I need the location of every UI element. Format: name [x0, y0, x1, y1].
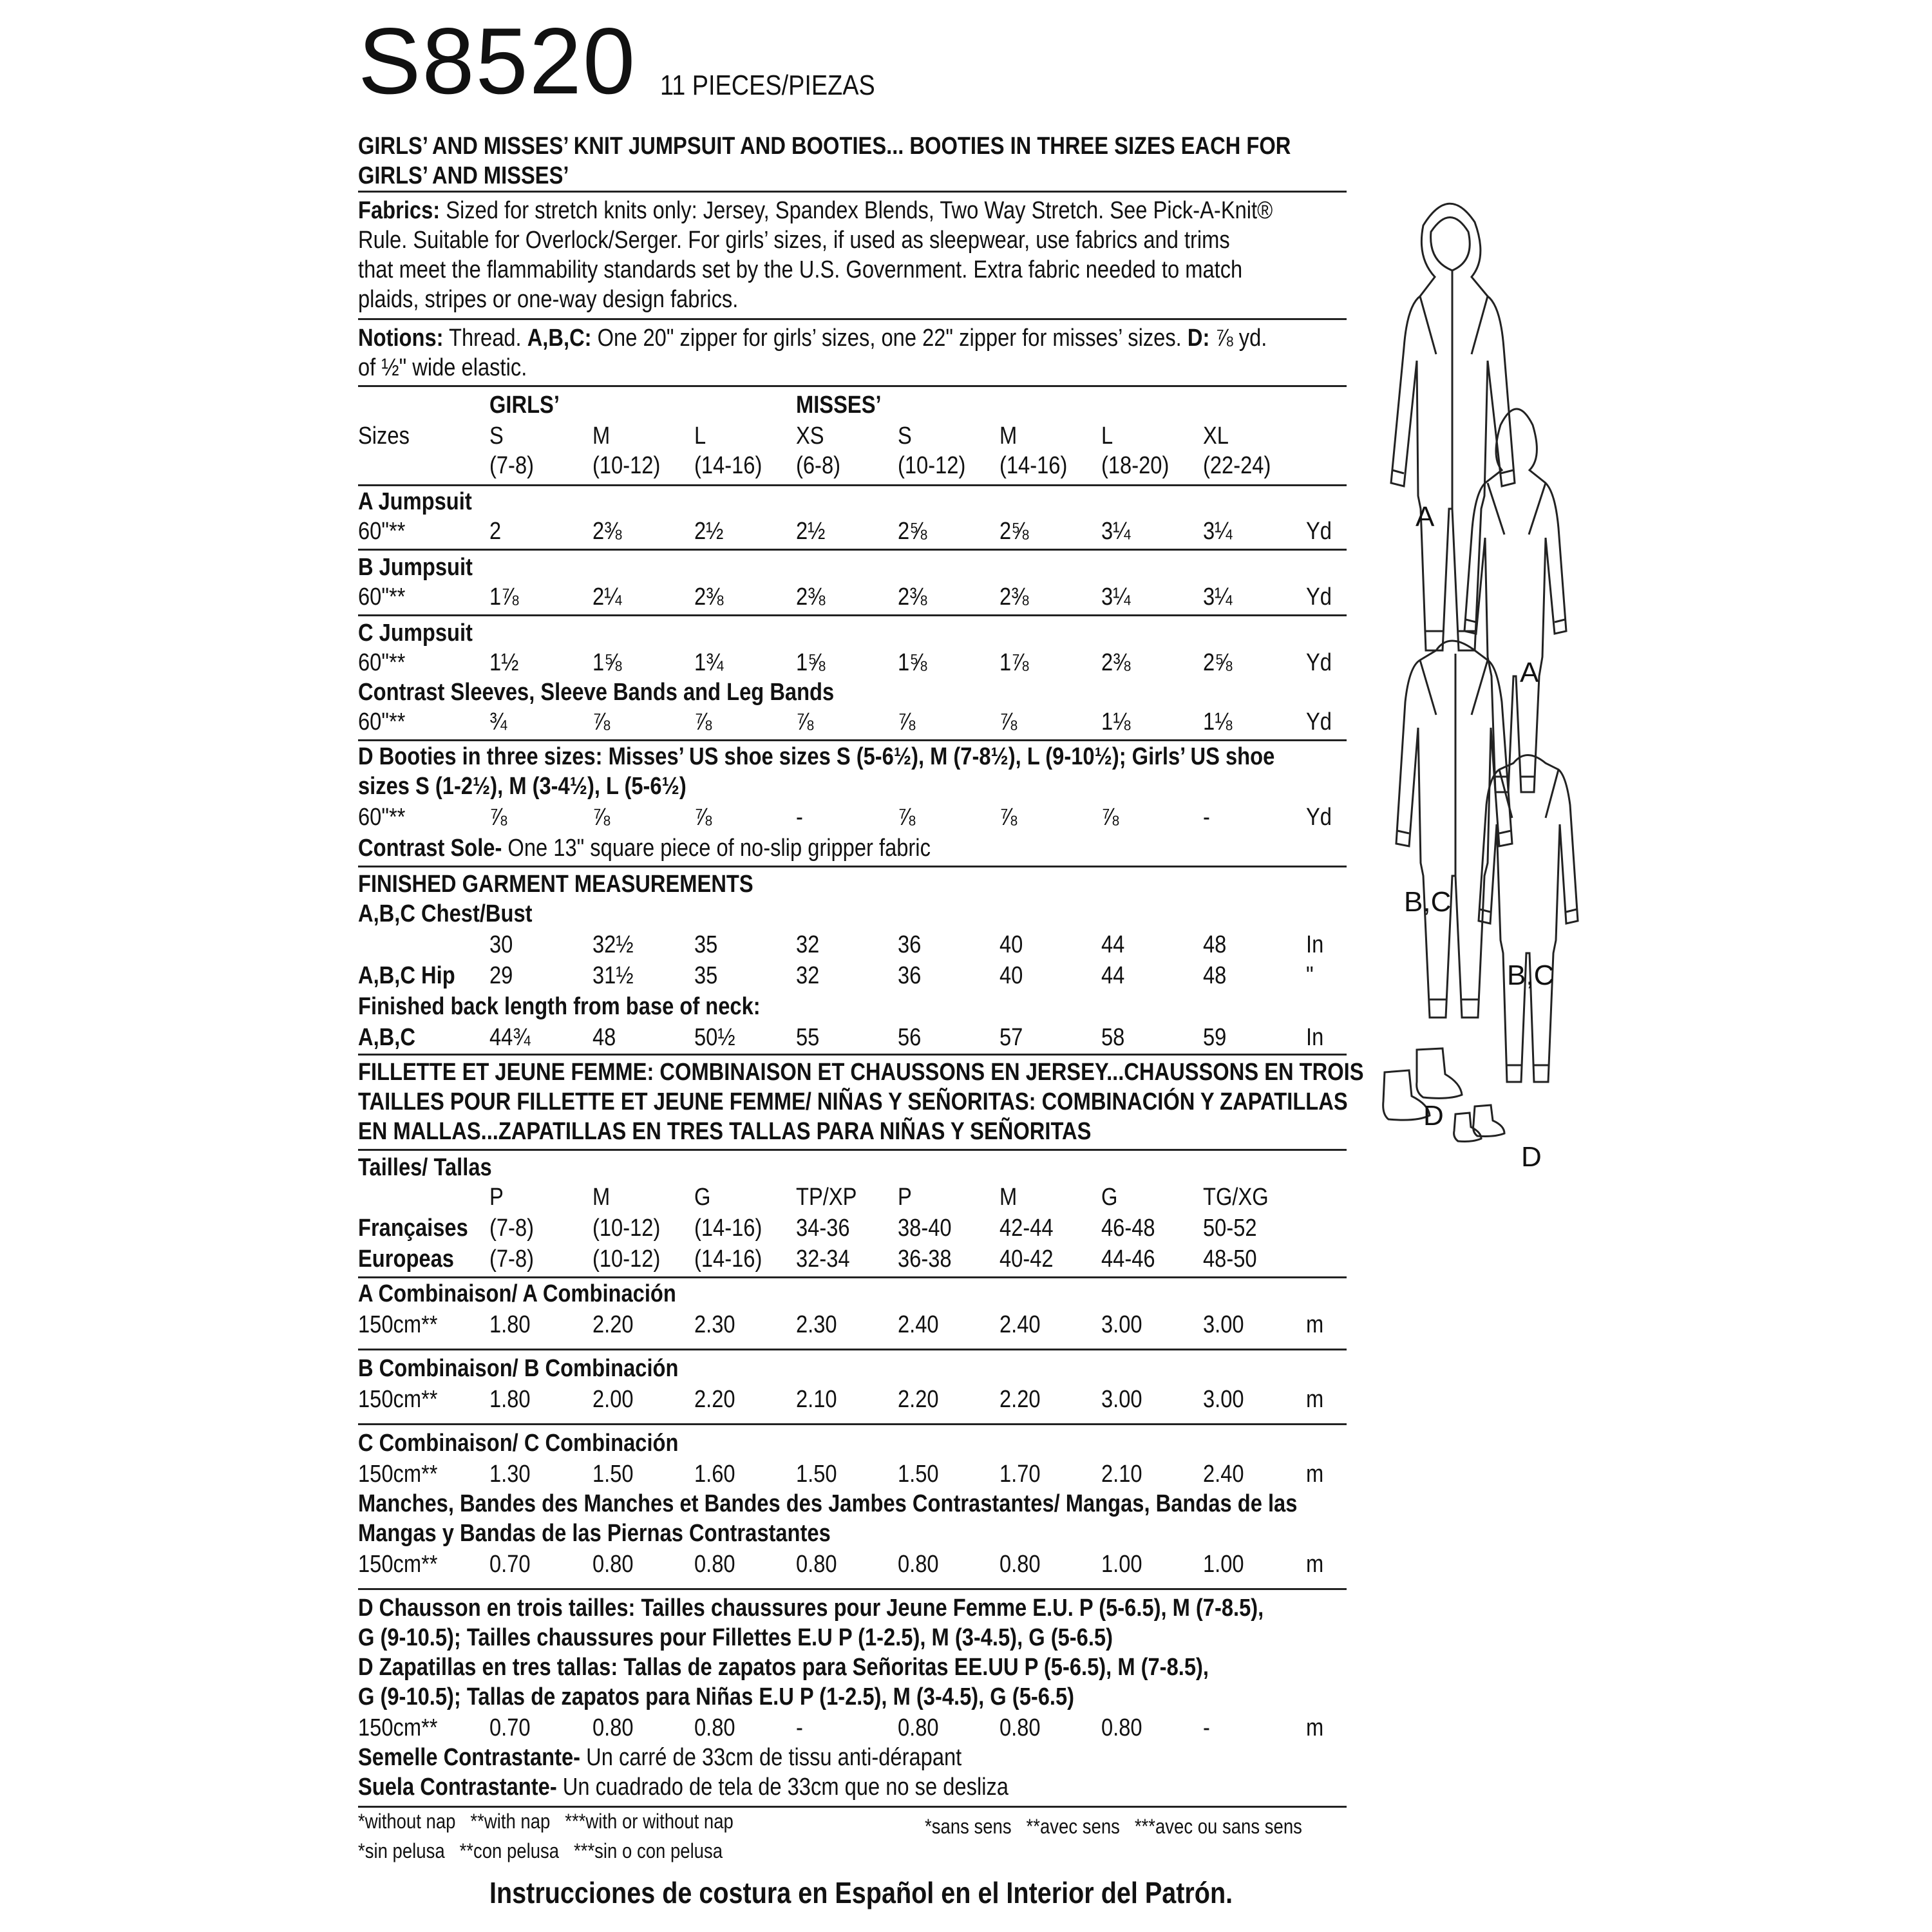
yardage-value: 1⅛: [1101, 708, 1131, 735]
fabrics-line-1: [358, 196, 1273, 225]
yardage-value: 3¼: [1203, 583, 1233, 611]
francaises-row: [358, 1213, 1350, 1243]
chausson-line-4: G (9-10.5); Tallas de zapatos para Niñas E.U P (1-2.5), M (3-4.5), G (5-6.5): [358, 1683, 1075, 1710]
back-length-row: [358, 1023, 1350, 1052]
yardage-value: 2⅝: [1203, 649, 1233, 676]
metric-value: 2.10: [796, 1386, 837, 1413]
footnote-en: [358, 1810, 734, 1833]
size-range: (14-16): [999, 452, 1068, 479]
divider: [358, 1349, 1347, 1350]
measurement-unit: ": [1306, 962, 1314, 989]
yardage-value: ⅞: [999, 804, 1018, 831]
size-groups: [358, 390, 1350, 420]
yardage-value: ⅞: [898, 804, 916, 831]
metric-value: 2.20: [898, 1386, 939, 1413]
metric-b-name: B Combinaison/ B Combinación: [358, 1355, 679, 1382]
fabric-width: 60"**: [358, 518, 406, 545]
yardage-contrast-name: Contrast Sleeves, Sleeve Bands and Leg Bands: [358, 679, 835, 706]
metric-value: 3.00: [1203, 1386, 1244, 1413]
measurement-value: 44¾: [489, 1024, 531, 1051]
metric-value: 2.40: [999, 1311, 1041, 1338]
metric-a-name: A Combinaison/ A Combinación: [358, 1280, 676, 1307]
yardage-contrast-row: [358, 707, 1350, 737]
size-code: M: [592, 1184, 611, 1211]
metric-c-row: [358, 1459, 1350, 1489]
size-range: (10-12): [592, 1245, 661, 1273]
yardage-value: 2⅝: [999, 518, 1029, 545]
size-code: TG/XG: [1203, 1184, 1269, 1211]
divider: [358, 549, 1347, 551]
yardage-a-name: A Jumpsuit: [358, 488, 472, 515]
french-codes-row: [358, 1182, 1350, 1212]
measurement-value: 48: [1203, 962, 1227, 989]
metric-value: 2.30: [694, 1311, 735, 1338]
footnote: ***sin o con pelusa: [574, 1839, 723, 1862]
europeas-row: [358, 1244, 1350, 1274]
metric-value: 1.50: [592, 1461, 634, 1488]
metric-value: 0.70: [489, 1714, 531, 1741]
measurement-value: 36: [898, 931, 922, 958]
metric-value: 1.80: [489, 1386, 531, 1413]
view-label-bc: B,C: [1404, 886, 1452, 918]
footnote: **avec sens: [1026, 1815, 1120, 1838]
size-code: M: [999, 1184, 1018, 1211]
metric-value: 0.80: [694, 1551, 735, 1578]
girls-heading: GIRLS’: [489, 392, 560, 419]
yardage-b-row: [358, 582, 1350, 612]
yardage-b-name: B Jumpsuit: [358, 554, 473, 581]
metric-value: 3.00: [1101, 1311, 1142, 1338]
metric-unit: m: [1306, 1551, 1324, 1578]
metric-value: 0.80: [592, 1551, 634, 1578]
yardage-unit: Yd: [1306, 583, 1332, 611]
yardage-unit: Yd: [1306, 804, 1332, 831]
metric-unit: m: [1306, 1311, 1324, 1338]
measurement-value: 32: [796, 962, 820, 989]
footnote: ***avec ou sans sens: [1134, 1815, 1302, 1838]
semelle-line: [358, 1743, 1211, 1772]
divider: [358, 1149, 1347, 1151]
metric-c-name: C Combinaison/ C Combinación: [358, 1430, 679, 1457]
divider: [358, 1276, 1347, 1278]
metric-value: 1.00: [1101, 1551, 1142, 1578]
metric-value: 2.20: [694, 1386, 735, 1413]
metric-a-row: [358, 1310, 1350, 1340]
footnote: *without nap: [358, 1810, 456, 1833]
footnote-es: [358, 1839, 723, 1863]
fabric-width: 150cm**: [358, 1311, 438, 1338]
size-range: (10-12): [898, 452, 966, 479]
fabric-width: 60"**: [358, 804, 406, 831]
yardage-value: 2½: [694, 518, 724, 545]
booties-line-2: sizes S (1-2½), M (3-4½), L (5-6½): [358, 773, 687, 800]
yardage-unit: Yd: [1306, 708, 1332, 735]
view-label-bc: B,C: [1507, 960, 1555, 991]
yardage-value: ⅞: [898, 708, 916, 735]
size-range: 32-34: [796, 1245, 850, 1273]
yardage-value: 1⅝: [898, 649, 927, 676]
view-label-d: D: [1423, 1100, 1444, 1132]
measurement-value: 32: [796, 931, 820, 958]
sizes-label: Sizes: [358, 422, 410, 450]
size-range: 38-40: [898, 1215, 952, 1242]
yardage-value: 2⅜: [592, 518, 622, 545]
chausson-line-3: D Zapatillas en tres tallas: Tallas de zapatos para Señoritas EE.UU P (5-6.5), M (7-8.5),: [358, 1654, 1209, 1681]
yardage-value: 3¼: [1203, 518, 1233, 545]
fabric-width: 150cm**: [358, 1386, 438, 1413]
size-code: M: [592, 422, 611, 450]
size-range: 50-52: [1203, 1215, 1257, 1242]
pattern-number: S8520: [358, 8, 637, 113]
size-code: XL: [1203, 422, 1229, 450]
metric-value: 2.10: [1101, 1461, 1142, 1488]
booties-row: [358, 802, 1350, 832]
notions-text: Thread.: [443, 325, 527, 352]
metric-value: 2.00: [592, 1386, 634, 1413]
yardage-value: ⅞: [999, 708, 1018, 735]
yardage-value: ⅞: [796, 708, 814, 735]
metric-value: 2.20: [592, 1311, 634, 1338]
metric-value: 1.50: [796, 1461, 837, 1488]
metric-value: 2.30: [796, 1311, 837, 1338]
yardage-value: 2: [489, 518, 502, 545]
size-range: (18-20): [1101, 452, 1170, 479]
contrast-sole-line: [358, 833, 1211, 863]
jumpsuit-bc-front-drawing: [1396, 641, 1512, 1018]
measurement-unit: In: [1306, 1024, 1324, 1051]
footnote: ***with or without nap: [565, 1810, 734, 1833]
yardage-value: ¾: [489, 708, 507, 735]
divider: [358, 1588, 1347, 1590]
yardage-value: 3¼: [1101, 583, 1131, 611]
metric-value: -: [1203, 1714, 1210, 1741]
fabric-width: 150cm**: [358, 1461, 438, 1488]
fabrics-line-2: Rule. Suitable for Overlock/Serger. For girls’ sizes, if used as sleepwear, use fabrics and trims: [358, 227, 1230, 254]
measurement-value: 36: [898, 962, 922, 989]
view-label-d: D: [1521, 1141, 1542, 1173]
size-code: P: [489, 1184, 504, 1211]
metric-value: 3.00: [1203, 1311, 1244, 1338]
measurement-value: 56: [898, 1024, 922, 1051]
contrast-sole-label: Contrast Sole-: [358, 835, 502, 862]
yardage-value: -: [1203, 804, 1210, 831]
contrast-sole-text: One 13" square piece of no-slip gripper fabric: [502, 835, 931, 862]
chest-row: [358, 930, 1350, 960]
french-title-3: EN MALLAS...ZAPATILLAS EN TRES TALLAS PARA NIÑAS Y SEÑORITAS: [358, 1118, 1092, 1145]
metric-unit: m: [1306, 1714, 1324, 1741]
notions-d-label: D:: [1187, 325, 1210, 352]
divider: [358, 484, 1347, 486]
yardage-value: 1⅞: [489, 583, 519, 611]
yardage-value: 2⅜: [796, 583, 826, 611]
misses-heading: MISSES’: [796, 392, 882, 419]
footnote: *sin pelusa: [358, 1839, 445, 1862]
metric-value: 1.80: [489, 1311, 531, 1338]
yardage-value: 2⅜: [694, 583, 724, 611]
footnote: **with nap: [470, 1810, 551, 1833]
fabric-width: 150cm**: [358, 1551, 438, 1578]
metric-unit: m: [1306, 1386, 1324, 1413]
size-range: (7-8): [489, 452, 535, 479]
size-range: 46-48: [1101, 1215, 1155, 1242]
yardage-value: 1¾: [694, 649, 724, 676]
size-code: L: [694, 422, 706, 450]
metric-value: 0.80: [898, 1714, 939, 1741]
notions-text: One 20" zipper for girls’ sizes, one 22" zipper for misses’ sizes.: [591, 325, 1188, 352]
metric-value: 2.20: [999, 1386, 1041, 1413]
divider: [358, 614, 1347, 616]
fabrics-line-4: plaids, stripes or one-way design fabrics.: [358, 286, 739, 313]
size-code: S: [489, 422, 504, 450]
measurement-value: 30: [489, 931, 513, 958]
yardage-value: ⅞: [694, 804, 712, 831]
europeas-label: Europeas: [358, 1245, 454, 1273]
notions-label: Notions:: [358, 325, 444, 352]
yardage-value: 2⅜: [1101, 649, 1131, 676]
back-length-sub: A,B,C: [358, 1024, 415, 1051]
manches-line-1: Manches, Bandes des Manches et Bandes des Jambes Contrastantes/ Mangas, Bandas de las: [358, 1490, 1298, 1517]
size-code: XS: [796, 422, 824, 450]
divider: [358, 191, 1347, 193]
fabric-width: 60"**: [358, 649, 406, 676]
jumpsuit-bc-back-drawing: [1479, 755, 1578, 1083]
garment-illustrations: [1359, 187, 1616, 1166]
yardage-value: 2¼: [592, 583, 622, 611]
yardage-value: 1⅞: [999, 649, 1029, 676]
yardage-value: -: [796, 804, 803, 831]
hip-row: [358, 961, 1350, 990]
fabric-width: 60"**: [358, 708, 406, 735]
size-code: S: [898, 422, 912, 450]
size-range: (10-12): [592, 1215, 661, 1242]
yardage-value: 1⅝: [592, 649, 622, 676]
measurement-value: 31½: [592, 962, 634, 989]
size-range: (6-8): [796, 452, 841, 479]
french-title-1: FILLETTE ET JEUNE FEMME: COMBINAISON ET CHAUSSONS EN JERSEY...CHAUSSONS EN TROIS: [358, 1059, 1364, 1086]
notions-line-2: of ½" wide elastic.: [358, 354, 527, 381]
francaises-label: Françaises: [358, 1215, 468, 1242]
size-range: (7-8): [489, 1215, 535, 1242]
fabrics-text-1: Sized for stretch knits only: Jersey, Spandex Blends, Two Way Stretch. See Pick-A-Knit®: [440, 197, 1273, 224]
size-code: G: [694, 1184, 711, 1211]
measurement-value: 40: [999, 962, 1023, 989]
metric-value: -: [796, 1714, 803, 1741]
metric-value: 1.50: [898, 1461, 939, 1488]
metric-value: 1.00: [1203, 1551, 1244, 1578]
yardage-value: 1½: [489, 649, 519, 676]
hip-label: A,B,C Hip: [358, 962, 455, 989]
back-length-label: Finished back length from base of neck:: [358, 993, 761, 1020]
yardage-value: ⅞: [592, 708, 611, 735]
size-ranges-row: [358, 451, 1350, 480]
notions-line-1: [358, 323, 1267, 353]
fabrics-line-3: that meet the flammability standards set by the U.S. Government. Extra fabric needed to match: [358, 256, 1243, 283]
footnote: **con pelusa: [459, 1839, 560, 1862]
suela-line: [358, 1772, 1211, 1802]
size-range: (14-16): [694, 1245, 762, 1273]
yardage-value: ⅞: [694, 708, 712, 735]
divider: [358, 385, 1347, 387]
yardage-value: 2⅜: [999, 583, 1029, 611]
notions-abc-label: A,B,C:: [527, 325, 592, 352]
french-title-2: TAILLES POUR FILLETTE ET JEUNE FEMME/ NIÑAS Y SEÑORITAS: COMBINACIÓN Y ZAPATILLAS: [358, 1088, 1348, 1115]
title-line-1: GIRLS’ AND MISSES’ KNIT JUMPSUIT AND BOOTIES... BOOTIES IN THREE SIZES EACH FOR: [358, 133, 1291, 160]
metric-value: 2.40: [1203, 1461, 1244, 1488]
yardage-value: 2⅝: [898, 518, 927, 545]
size-code: P: [898, 1184, 912, 1211]
metric-value: 0.80: [999, 1551, 1041, 1578]
divider: [358, 739, 1347, 741]
metric-b-row: [358, 1385, 1350, 1414]
divider: [358, 1054, 1347, 1056]
size-range: 34-36: [796, 1215, 850, 1242]
measurement-value: 48: [592, 1024, 616, 1051]
size-range: 40-42: [999, 1245, 1054, 1273]
size-range: 44-46: [1101, 1245, 1155, 1273]
yardage-value: 2⅜: [898, 583, 927, 611]
size-code: L: [1101, 422, 1113, 450]
piece-count: 11 PIECES/PIEZAS: [660, 70, 875, 101]
view-label-a: A: [1520, 657, 1539, 688]
tailles-label: Tailles/ Tallas: [358, 1154, 492, 1181]
metric-value: 0.80: [694, 1714, 735, 1741]
fabric-width: 150cm**: [358, 1714, 438, 1741]
manches-line-2: Mangas y Bandas de las Piernas Contrastantes: [358, 1520, 831, 1547]
chest-label: A,B,C Chest/Bust: [358, 900, 533, 927]
yardage-value: 1⅛: [1203, 708, 1233, 735]
suela-label: Suela Contrastante-: [358, 1774, 557, 1801]
metric-value: 1.70: [999, 1461, 1041, 1488]
yardage-c-name: C Jumpsuit: [358, 620, 473, 647]
yardage-a-row: [358, 516, 1350, 546]
measurement-value: 32½: [592, 931, 634, 958]
view-label-a: A: [1416, 501, 1435, 533]
footnote: *sans sens: [925, 1815, 1012, 1838]
manches-row: [358, 1549, 1350, 1579]
size-range: (22-24): [1203, 452, 1271, 479]
fabrics-label: Fabrics:: [358, 197, 440, 224]
measurement-value: 58: [1101, 1024, 1125, 1051]
size-range: (10-12): [592, 452, 661, 479]
chausson-row: [358, 1713, 1350, 1743]
size-code: G: [1101, 1184, 1118, 1211]
size-range: (14-16): [694, 1215, 762, 1242]
metric-value: 0.80: [796, 1551, 837, 1578]
yardage-value: ⅞: [1101, 804, 1119, 831]
measurement-value: 48: [1203, 931, 1227, 958]
yardage-value: ⅞: [592, 804, 611, 831]
yardage-value: ⅞: [489, 804, 507, 831]
measurement-value: 57: [999, 1024, 1023, 1051]
size-range: 36-38: [898, 1245, 952, 1273]
divider: [358, 866, 1347, 867]
metric-value: 2.40: [898, 1311, 939, 1338]
metric-unit: m: [1306, 1461, 1324, 1488]
yardage-value: 3¼: [1101, 518, 1131, 545]
measurement-value: 55: [796, 1024, 820, 1051]
metric-value: 0.70: [489, 1551, 531, 1578]
suela-text: Un cuadrado de tela de 33cm que no se desliza: [556, 1774, 1009, 1801]
metric-value: 0.80: [898, 1551, 939, 1578]
chausson-line-1: D Chausson en trois tailles: Tailles chaussures pour Jeune Femme E.U. P (5-6.5), M (7-8.5),: [358, 1595, 1264, 1622]
booties-line-1: D Booties in three sizes: Misses’ US shoe sizes S (5-6½), M (7-8½), L (9-10½); Girls’ US shoe: [358, 743, 1275, 770]
yardage-value: 2½: [796, 518, 826, 545]
measurement-value: 59: [1203, 1024, 1227, 1051]
size-range: (14-16): [694, 452, 762, 479]
metric-value: 1.30: [489, 1461, 531, 1488]
chausson-line-2: G (9-10.5); Tailles chaussures pour Fillettes E.U P (1-2.5), M (3-4.5), G (5-6.5): [358, 1624, 1113, 1651]
size-code: TP/XP: [796, 1184, 857, 1211]
size-codes-row: [358, 421, 1350, 451]
finished-heading: FINISHED GARMENT MEASUREMENTS: [358, 871, 753, 898]
yardage-value: 1⅝: [796, 649, 826, 676]
metric-value: 0.80: [592, 1714, 634, 1741]
semelle-text: Un carré de 33cm de tissu anti-dérapant: [580, 1744, 962, 1771]
jumpsuit-a-back-drawing: [1464, 409, 1566, 792]
spanish-instructions-note: Instrucciones de costura en Español en el Interior del Patrón.: [489, 1876, 1233, 1909]
measurement-value: 35: [694, 931, 718, 958]
yardage-unit: Yd: [1306, 518, 1332, 545]
divider: [358, 318, 1347, 320]
metric-value: 1.60: [694, 1461, 735, 1488]
semelle-label: Semelle Contrastante-: [358, 1744, 581, 1771]
footnote-fr: [925, 1815, 1302, 1839]
yardage-c-row: [358, 648, 1350, 677]
yardage-unit: Yd: [1306, 649, 1332, 676]
measurement-value: 50½: [694, 1024, 735, 1051]
size-code: M: [999, 422, 1018, 450]
metric-value: 0.80: [1101, 1714, 1142, 1741]
measurement-value: 29: [489, 962, 513, 989]
notions-text: ⅞ yd.: [1209, 325, 1267, 352]
size-range: 42-44: [999, 1215, 1054, 1242]
metric-value: 3.00: [1101, 1386, 1142, 1413]
measurement-unit: In: [1306, 931, 1324, 958]
measurement-value: 44: [1101, 931, 1125, 958]
metric-value: 0.80: [999, 1714, 1041, 1741]
measurement-value: 44: [1101, 962, 1125, 989]
size-range: (7-8): [489, 1245, 535, 1273]
fabric-width: 60"**: [358, 583, 406, 611]
measurement-value: 40: [999, 931, 1023, 958]
jumpsuit-a-front-drawing: [1391, 204, 1515, 650]
divider: [358, 1423, 1347, 1425]
size-range: 48-50: [1203, 1245, 1257, 1273]
title-line-2: GIRLS’ AND MISSES’: [358, 162, 569, 189]
measurement-value: 35: [694, 962, 718, 989]
booties-drawing: [1383, 1048, 1504, 1142]
divider: [358, 1806, 1347, 1808]
